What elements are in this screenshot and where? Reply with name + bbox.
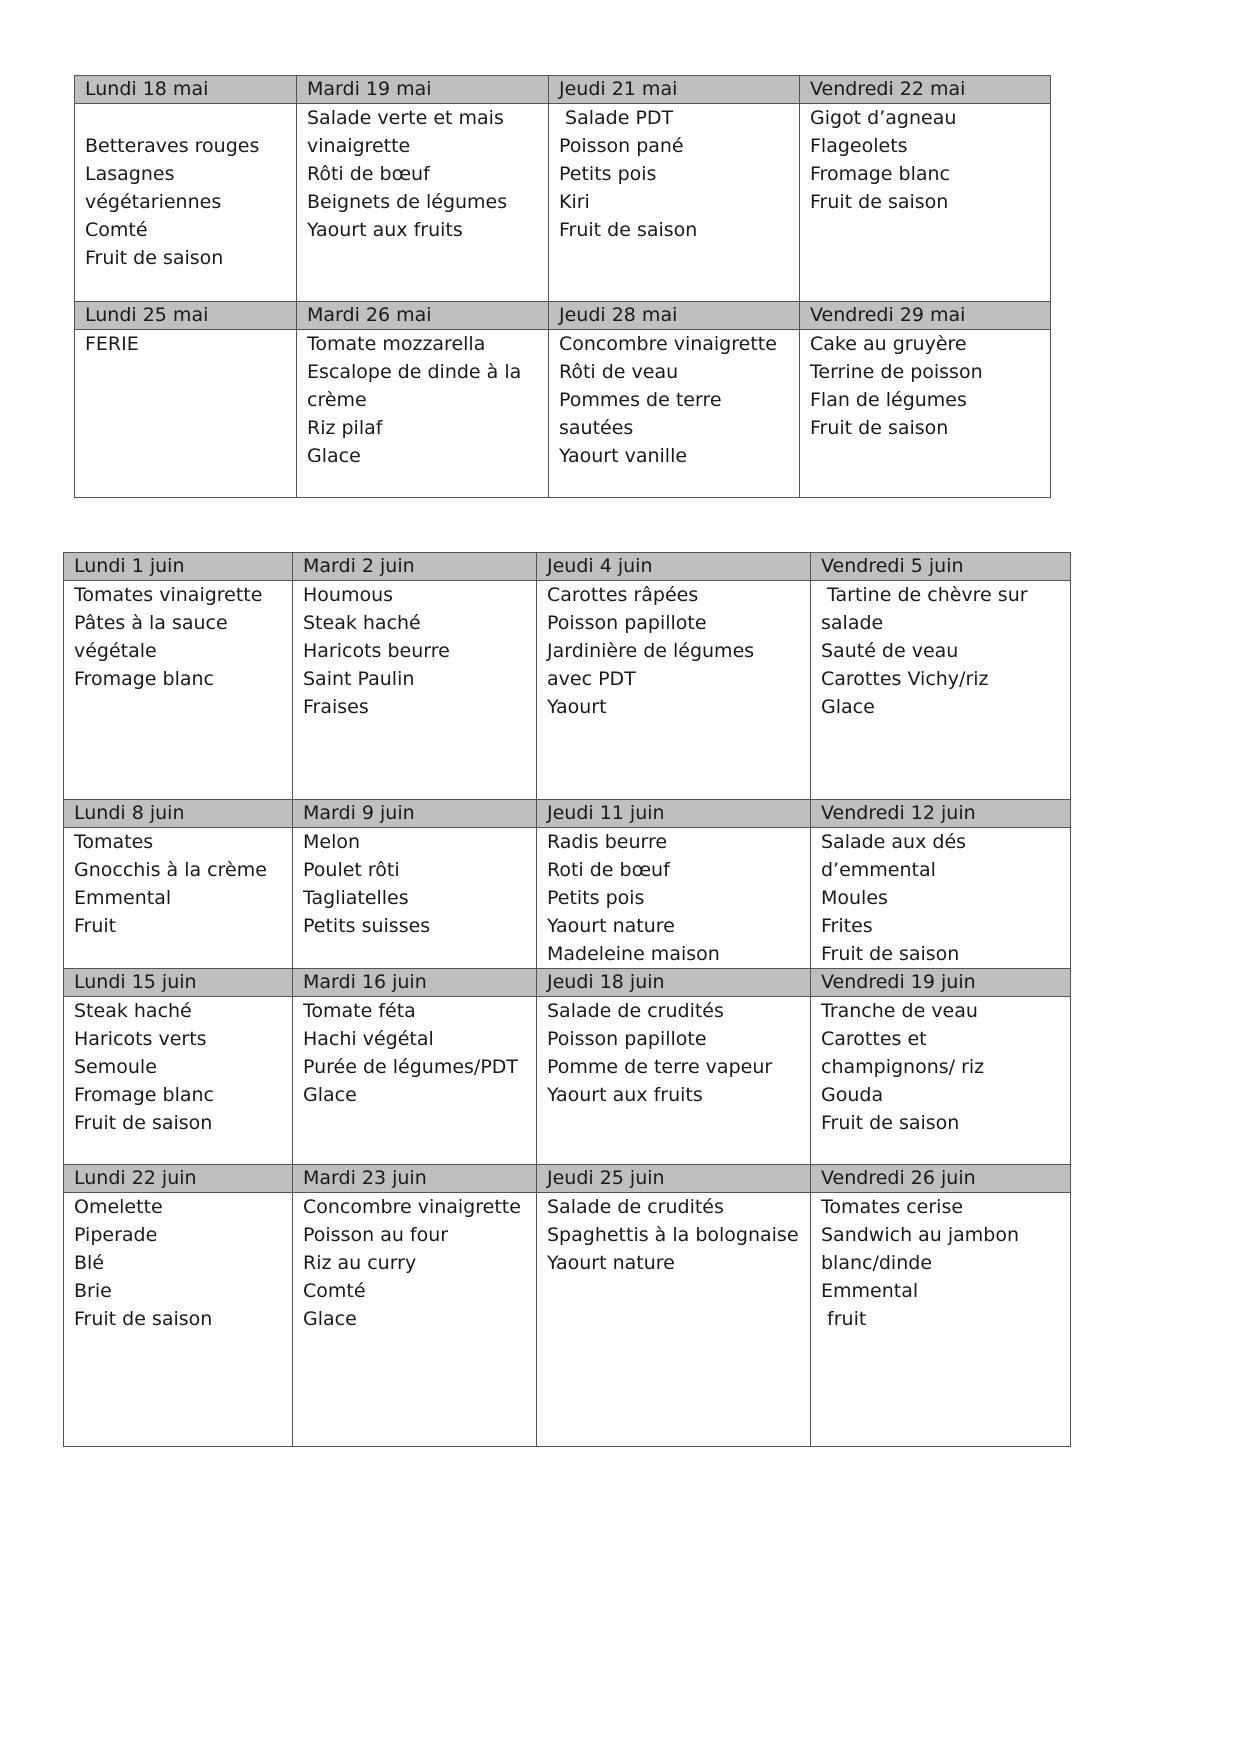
menu-item: Salade verte et mais — [307, 107, 504, 129]
menu-item: Fraises — [303, 696, 369, 718]
menu-item: Yaourt vanille — [559, 445, 688, 467]
day-menu-cell — [811, 828, 1071, 969]
menu-item: Emmental — [74, 887, 172, 909]
menu-item: Escalope de dinde à la — [307, 361, 522, 383]
menu-item: Omelette — [74, 1196, 163, 1218]
week-menu-row — [64, 581, 1071, 800]
week-menu-row — [75, 330, 1051, 498]
menu-item: Brie — [74, 1280, 112, 1302]
week-menu-row — [64, 828, 1071, 969]
menu-item: Piperade — [74, 1224, 158, 1246]
menu-item: Yaourt nature — [547, 915, 675, 937]
menu-item: Rôti de bœuf — [307, 163, 430, 185]
menu-item: blanc/dinde — [821, 1252, 933, 1274]
week-header-row — [75, 302, 1051, 330]
menu-item: Petits pois — [547, 887, 645, 909]
menu-item: Petits pois — [559, 163, 657, 185]
day-header: Mardi 2 juin — [293, 553, 537, 581]
menu-item: Poisson pané — [559, 135, 684, 157]
menu-item: Spaghettis à la bolognaise — [547, 1224, 799, 1246]
menu-item: Gigot d’agneau — [810, 107, 957, 129]
day-header: Lundi 22 juin — [64, 1165, 293, 1193]
day-header: Jeudi 4 juin — [537, 553, 811, 581]
menu-item: Houmous — [303, 584, 394, 606]
day-menu-cell — [64, 581, 293, 800]
menu-item: Yaourt — [547, 696, 607, 718]
menu-item: Salade aux dés — [821, 831, 967, 853]
day-menu-cell — [293, 828, 537, 969]
menu-item: Steak haché — [303, 612, 421, 634]
menu-item: Carottes Vichy/riz — [821, 668, 989, 690]
menu-item: Tomates vinaigrette — [74, 584, 263, 606]
menu-item: Fruit — [74, 915, 117, 937]
menu-item: Yaourt nature — [547, 1252, 675, 1274]
day-menu-cell — [549, 330, 800, 498]
day-header: Lundi 25 mai — [75, 302, 297, 330]
menu-item: d’emmental — [821, 859, 936, 881]
menu-item: Poisson au four — [303, 1224, 449, 1246]
menu-item: Gnocchis à la crème — [74, 859, 267, 881]
day-header: Mardi 26 mai — [297, 302, 549, 330]
day-header: Mardi 23 juin — [293, 1165, 537, 1193]
day-header: Vendredi 19 juin — [811, 969, 1071, 997]
day-header: Jeudi 21 mai — [549, 76, 800, 104]
menu-item: végétale — [74, 640, 157, 662]
week-header-row — [75, 76, 1051, 104]
day-menu-cell — [800, 330, 1051, 498]
menu-item: Concombre vinaigrette — [303, 1196, 521, 1218]
week-header-row — [64, 553, 1071, 581]
day-menu-cell — [549, 104, 800, 302]
menu-item: Petits suisses — [303, 915, 431, 937]
menu-item: Pâtes à la sauce — [74, 612, 228, 634]
menu-item: Frites — [821, 915, 873, 937]
day-menu-cell — [800, 104, 1051, 302]
day-menu-cell — [537, 997, 811, 1165]
menu-item: Tomate féta — [303, 1000, 416, 1022]
day-header: Lundi 8 juin — [64, 800, 293, 828]
day-menu-cell — [75, 104, 297, 302]
menu-item: Fruit de saison — [821, 1112, 960, 1134]
week-menu-row — [64, 997, 1071, 1165]
menu-item: végétariennes — [85, 191, 222, 213]
day-header: Mardi 9 juin — [293, 800, 537, 828]
menu-item: Kiri — [559, 191, 590, 213]
menu-item: Moules — [821, 887, 888, 909]
menu-item: Flageolets — [810, 135, 908, 157]
menu-item: Emmental — [821, 1280, 919, 1302]
week-menu-row — [75, 104, 1051, 302]
day-menu-cell — [811, 581, 1071, 800]
menu-item: Tomates — [74, 831, 154, 853]
day-menu-cell — [811, 1193, 1071, 1447]
day-menu-cell — [537, 581, 811, 800]
menu-item: Fruit de saison — [74, 1112, 213, 1134]
menu-item: salade — [821, 612, 884, 634]
menu-item: Fromage blanc — [74, 668, 214, 690]
day-header: Jeudi 18 juin — [537, 969, 811, 997]
day-header: Jeudi 25 juin — [537, 1165, 811, 1193]
menu-item: Steak haché — [74, 1000, 192, 1022]
menu-item: Concombre vinaigrette — [559, 333, 777, 355]
menu-item: Tranche de veau — [821, 1000, 978, 1022]
menu-item — [85, 104, 296, 132]
menu-item: Riz au curry — [303, 1252, 417, 1274]
day-header: Vendredi 26 juin — [811, 1165, 1071, 1193]
menu-item: Fruit de saison — [810, 191, 949, 213]
menu-item: Salade de crudités — [547, 1196, 724, 1218]
menu-item: Terrine de poisson — [810, 361, 983, 383]
menu-item: Fruit de saison — [821, 943, 960, 965]
menu-item: Fruit de saison — [74, 1308, 213, 1330]
menu-item: Carottes râpées — [547, 584, 699, 606]
day-menu-cell — [537, 1193, 811, 1447]
menu-item: Saint Paulin — [303, 668, 415, 690]
day-header: Vendredi 5 juin — [811, 553, 1071, 581]
menu-item: Comté — [85, 219, 148, 241]
day-menu-cell — [297, 330, 549, 498]
menu-item: Comté — [303, 1280, 366, 1302]
menu-item: Salade de crudités — [547, 1000, 724, 1022]
day-menu-cell — [64, 828, 293, 969]
day-menu-cell — [64, 997, 293, 1165]
day-menu-cell — [293, 1193, 537, 1447]
menu-item: Fruit de saison — [85, 247, 224, 269]
menu-item: Glace — [307, 445, 361, 467]
day-menu-cell — [75, 330, 297, 498]
menu-item: Carottes et — [821, 1028, 927, 1050]
menu-item: Fromage blanc — [74, 1084, 214, 1106]
day-menu-cell — [811, 997, 1071, 1165]
week-header-row — [64, 1165, 1071, 1193]
day-menu-cell — [537, 828, 811, 969]
day-menu-cell — [293, 997, 537, 1165]
menu-item: Poisson papillote — [547, 612, 707, 634]
menu-item: Glace — [821, 696, 875, 718]
day-header: Mardi 16 juin — [293, 969, 537, 997]
menu-table-june — [63, 552, 1071, 1447]
menu-item: Madeleine maison — [547, 943, 720, 965]
menu-item: Fruit de saison — [559, 219, 698, 241]
menu-item: Cake au gruyère — [810, 333, 967, 355]
menu-item: FERIE — [85, 333, 139, 355]
day-header: Jeudi 11 juin — [537, 800, 811, 828]
menu-item: Yaourt aux fruits — [307, 219, 463, 241]
day-header: Vendredi 12 juin — [811, 800, 1071, 828]
menu-item: Semoule — [74, 1056, 157, 1078]
menu-item: Blé — [74, 1252, 105, 1274]
menu-item: Glace — [303, 1084, 357, 1106]
day-header: Vendredi 29 mai — [800, 302, 1051, 330]
menu-item: Roti de bœuf — [547, 859, 670, 881]
menu-item: crème — [307, 389, 367, 411]
menu-item: Pomme de terre vapeur — [547, 1056, 773, 1078]
menu-item: Pommes de terre — [559, 389, 722, 411]
day-header: Lundi 15 juin — [64, 969, 293, 997]
menu-item: Rôti de veau — [559, 361, 679, 383]
day-header: Lundi 18 mai — [75, 76, 297, 104]
week-header-row — [64, 800, 1071, 828]
menu-item: sautées — [559, 417, 634, 439]
menu-item: Glace — [303, 1308, 357, 1330]
day-header: Lundi 1 juin — [64, 553, 293, 581]
week-header-row — [64, 969, 1071, 997]
menu-item: Gouda — [821, 1084, 884, 1106]
menu-item: Jardinière de légumes — [547, 640, 755, 662]
menu-item: Beignets de légumes — [307, 191, 508, 213]
menu-item: Fromage blanc — [810, 163, 950, 185]
day-header: Mardi 19 mai — [297, 76, 549, 104]
menu-item: avec PDT — [547, 668, 636, 690]
menu-item: Salade PDT — [559, 107, 674, 129]
menu-item: Flan de légumes — [810, 389, 967, 411]
day-header: Vendredi 22 mai — [800, 76, 1051, 104]
menu-item: champignons/ riz — [821, 1056, 985, 1078]
menu-item: fruit — [821, 1308, 867, 1330]
menu-table-may — [74, 75, 1051, 498]
menu-item: Sandwich au jambon — [821, 1224, 1020, 1246]
week-menu-row — [64, 1193, 1071, 1447]
menu-item: Lasagnes — [85, 163, 175, 185]
menu-item: Yaourt aux fruits — [547, 1084, 703, 1106]
menu-item: Hachi végétal — [303, 1028, 434, 1050]
menu-item: Haricots verts — [74, 1028, 207, 1050]
day-menu-cell — [64, 1193, 293, 1447]
day-menu-cell — [293, 581, 537, 800]
menu-item: Poulet rôti — [303, 859, 400, 881]
menu-item: Tomates cerise — [821, 1196, 964, 1218]
menu-item: Melon — [303, 831, 361, 853]
menu-item: Fruit de saison — [810, 417, 949, 439]
menu-item: Betteraves rouges — [85, 135, 260, 157]
menu-item: Riz pilaf — [307, 417, 383, 439]
menu-item: vinaigrette — [307, 135, 411, 157]
menu-item: Tagliatelles — [303, 887, 409, 909]
menu-item: Haricots beurre — [303, 640, 450, 662]
menu-item: Sauté de veau — [821, 640, 959, 662]
menu-item: Radis beurre — [547, 831, 668, 853]
menu-item: Tartine de chèvre sur — [821, 584, 1028, 606]
day-menu-cell — [297, 104, 549, 302]
menu-item: Purée de légumes/PDT — [303, 1056, 519, 1078]
menu-item: Tomate mozzarella — [307, 333, 486, 355]
menu-item: Poisson papillote — [547, 1028, 707, 1050]
day-header: Jeudi 28 mai — [549, 302, 800, 330]
